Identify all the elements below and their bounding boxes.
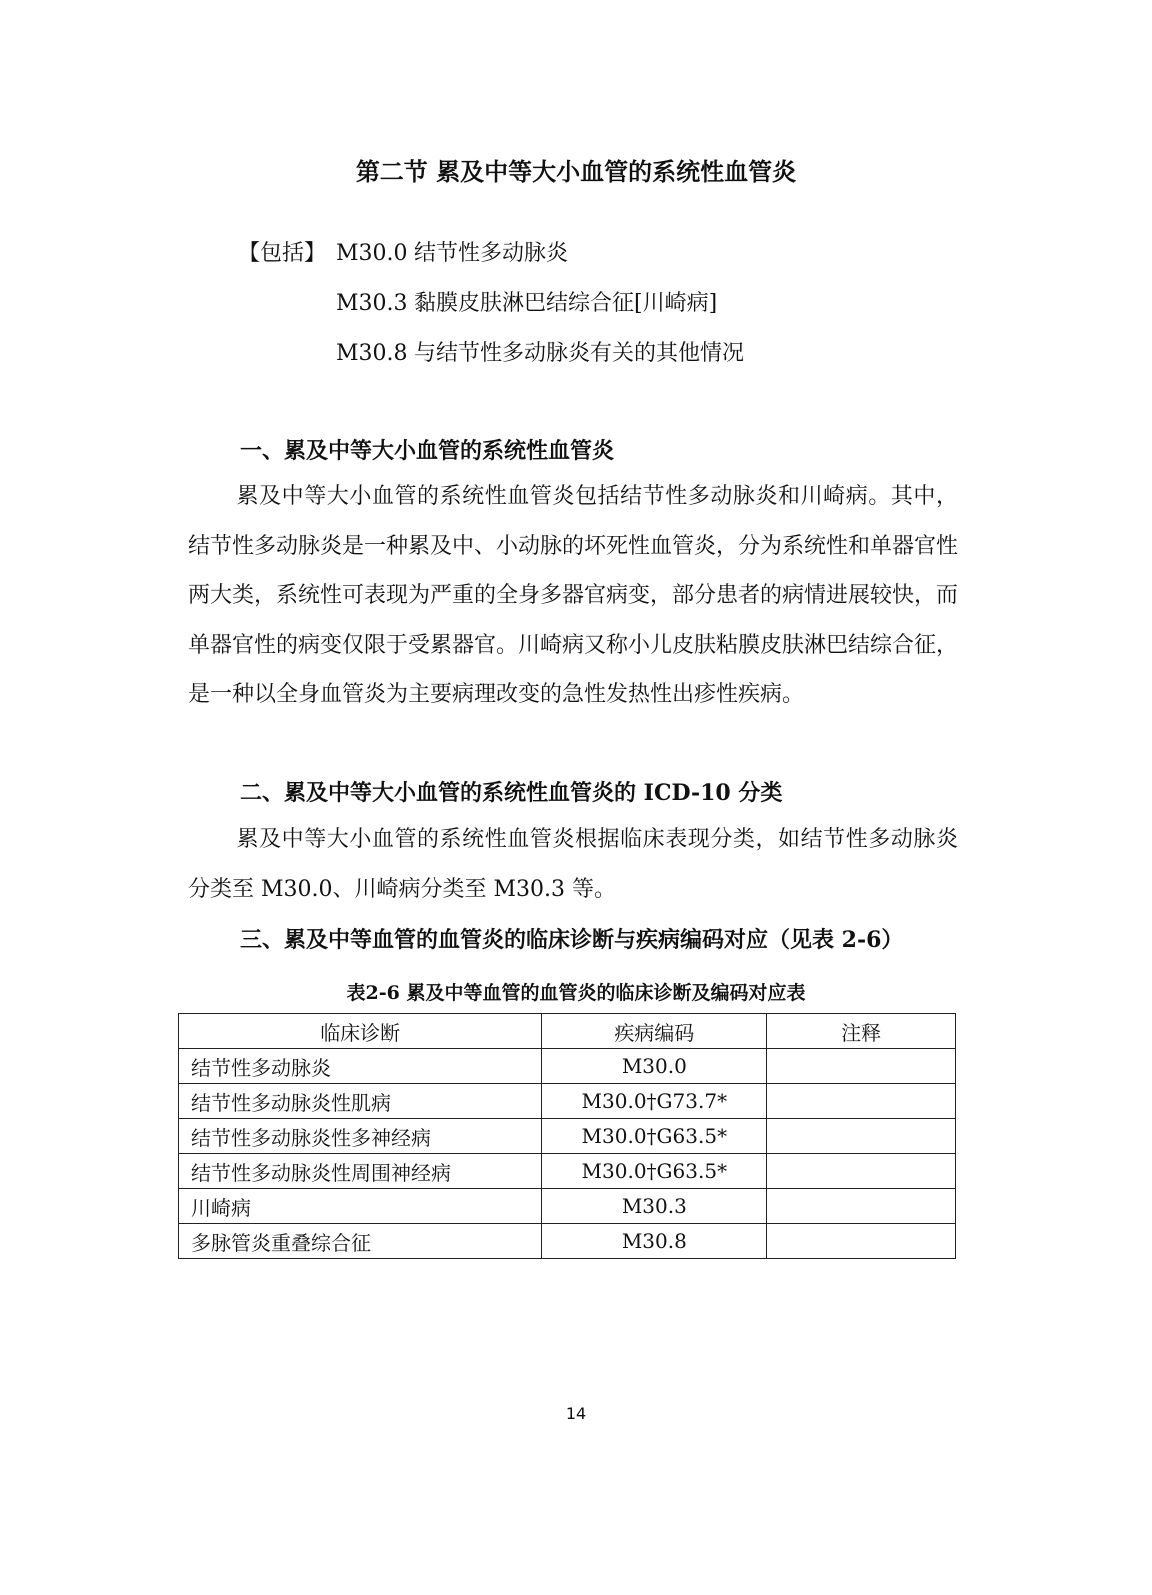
cell-diagnosis: 结节性多动脉炎性肌病 <box>179 1084 542 1119</box>
header-code: 疾病编码 <box>542 1014 767 1049</box>
includes-label: 【包括】 <box>238 241 327 266</box>
includes-item-text: 结节性多动脉炎 <box>414 241 569 266</box>
cell-note <box>767 1154 956 1189</box>
table-row <box>179 1049 956 1084</box>
page-number: 14 <box>565 1404 587 1423</box>
paragraph-1 <box>188 472 958 720</box>
cell-code: M30.0†G73.7* <box>542 1084 767 1119</box>
paragraph-1-text: 累及中等大小血管的系统性血管炎包括结节性多动脉炎和川崎病。其中，结节性多动脉炎是一种累及中、小动脉的坏死性血管炎，分为系统性和单器官性两大类，系统性可表现为严重的全身多器官病变，部分患者的病情进展较快，而单器官性的病变仅限于受累器官。川崎病又称小儿皮肤粘膜皮肤淋巴结综合征，是一种以全身血管炎为主要病理改变的急性发热性出疹性疾病。 <box>188 484 959 707</box>
cell-diagnosis: 结节性多动脉炎性多神经病 <box>179 1119 542 1154</box>
cell-code: M30.3 <box>542 1189 767 1224</box>
includes-item <box>336 286 717 317</box>
cell-diagnosis: 结节性多动脉炎性周围神经病 <box>179 1154 542 1189</box>
section-title: 第二节 累及中等大小血管的系统性血管炎 <box>355 157 797 186</box>
heading-2: 二、累及中等大小血管的系统性血管炎的 ICD-10 分类 <box>240 780 783 806</box>
paragraph-2 <box>188 815 958 914</box>
header-note: 注释 <box>767 1014 956 1049</box>
paragraph-2-text: 累及中等大小血管的系统性血管炎根据临床表现分类，如结节性多动脉炎分类至 M30.0、川崎病分类至 M30.3 等。 <box>188 827 958 902</box>
cell-code: M30.8 <box>542 1224 767 1259</box>
heading-3: 三、累及中等血管的血管炎的临床诊断与疾病编码对应（见表 2-6） <box>240 927 904 953</box>
table-row <box>179 1224 956 1259</box>
cell-note <box>767 1224 956 1259</box>
includes-item-text: 与结节性多动脉炎有关的其他情况 <box>414 341 745 366</box>
table-row <box>179 1119 956 1154</box>
cell-note <box>767 1189 956 1224</box>
includes-item <box>336 236 568 267</box>
cell-code: M30.0†G63.5* <box>542 1154 767 1189</box>
cell-code: M30.0†G63.5* <box>542 1119 767 1154</box>
cell-diagnosis: 川崎病 <box>179 1189 542 1224</box>
header-diagnosis: 临床诊断 <box>179 1014 542 1049</box>
table-header-row <box>179 1014 956 1049</box>
includes-item-code: M30.0 <box>336 241 408 266</box>
table-row <box>179 1154 956 1189</box>
includes-item-code: M30.3 <box>336 291 408 316</box>
includes-item-code: M30.8 <box>336 341 408 366</box>
cell-code: M30.0 <box>542 1049 767 1084</box>
table-caption: 表2-6 累及中等血管的血管炎的临床诊断及编码对应表 <box>346 982 806 1004</box>
code-table <box>178 1013 956 1259</box>
cell-diagnosis: 多脉管炎重叠综合征 <box>179 1224 542 1259</box>
table-row <box>179 1084 956 1119</box>
includes-item <box>336 336 744 367</box>
cell-note <box>767 1049 956 1084</box>
cell-note <box>767 1084 956 1119</box>
includes-item-text: 黏膜皮肤淋巴结综合征[川崎病] <box>414 291 718 316</box>
heading-1: 一、累及中等大小血管的系统性血管炎 <box>240 438 615 464</box>
cell-diagnosis: 结节性多动脉炎 <box>179 1049 542 1084</box>
cell-note <box>767 1119 956 1154</box>
table-row <box>179 1189 956 1224</box>
